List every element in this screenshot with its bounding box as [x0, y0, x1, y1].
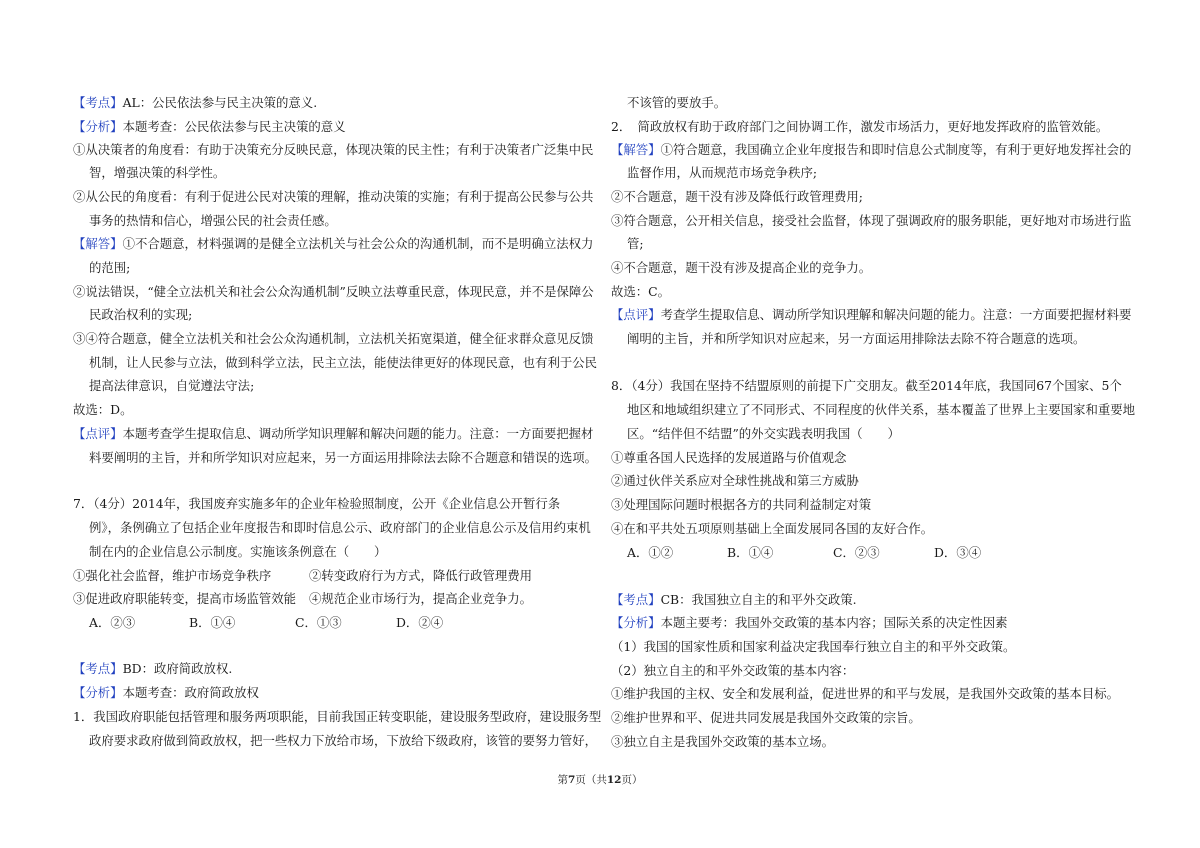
choice-b: B．①④ — [189, 615, 236, 630]
question-7-stem: 7．（4分）2014年，我国废弃实施多年的企业年检验照制度，公开《企业信息公开暂行条 — [73, 496, 561, 511]
answer-line: 的范围; — [89, 260, 131, 275]
kaodian-tag: 【考点】 — [611, 592, 661, 607]
question-7-option: ③促进政府职能转变，提高市场监管效能 — [73, 591, 297, 606]
question-8-option: ④在和平共处五项原则基础上全面发展同各国的友好合作。 — [611, 521, 934, 536]
jieda-text: ①符合题意，我国确立企业年度报告和即时信息公式制度等，有利于更好地发挥社会的 — [660, 142, 1132, 157]
fenxi-line — [73, 119, 346, 135]
fenxi-line — [611, 615, 1008, 631]
analysis-line: 政府要求政府做到简政放权，把一些权力下放给市场，下放给下级政府，该管的要努力管好， — [89, 733, 598, 748]
analysis-line: 1．我国政府职能包括管理和服务两项职能，目前我国正转变职能，建设服务型政府，建设服务型 — [73, 709, 602, 724]
answer-line: ④不合题意，题干没有涉及提高企业的竞争力。 — [611, 260, 872, 275]
page-number: 7 — [568, 774, 576, 786]
jieda-line — [73, 236, 593, 252]
answer-line: 机制，让人民参与立法，做到科学立法，民主立法，能使法律更好的体现民意，也有利于公民 — [89, 355, 598, 370]
answer-line: ③符合题意，公开相关信息，接受社会监督，体现了强调政府的服务职能，更好地对市场进行监 — [611, 213, 1132, 228]
analysis-line: ①从决策者的角度看：有助于决策充分反映民意，体现决策的民主性；有利于决策者广泛集中民 — [73, 142, 594, 157]
analysis-line: 不该管的要放手。 — [627, 95, 727, 110]
page-footer — [0, 772, 1200, 787]
choice-c: C．②③ — [833, 545, 880, 560]
footer-text: 页） — [621, 774, 643, 786]
answer-line: ②不合题意，题干没有涉及降低行政管理费用; — [611, 189, 863, 204]
question-7-option: ④规范企业市场行为，提高企业竞争力。 — [309, 591, 533, 606]
question-8-stem: 地区和地域组织建立了不同形式、不同程度的伙伴关系，基本覆盖了世界上主要国家和重要地 — [627, 402, 1136, 417]
analysis-line: 智，增强决策的科学性。 — [89, 165, 226, 180]
answer-line: ③④符合题意，健全立法机关和社会公众沟通机制，立法机关拓宽渠道，健全征求群众意见反馈 — [73, 331, 594, 346]
choice-d: D．③④ — [934, 545, 982, 560]
kaodian-tag: 【考点】 — [73, 95, 123, 110]
question-8-option: ③处理国际问题时根据各方的共同利益制定对策 — [611, 497, 872, 512]
question-7-stem: 制在内的企业信息公示制度。实施该条例意在（ ） — [89, 544, 387, 559]
kaodian-tag: 【考点】 — [73, 661, 123, 676]
kaodian-text: AL：公民依法参与民主决策的意义. — [122, 95, 318, 110]
choice-a: A．②③ — [89, 615, 136, 630]
choice-b: B．①④ — [727, 545, 774, 560]
dianping-tag: 【点评】 — [611, 307, 661, 322]
kaodian-line — [73, 95, 317, 111]
fenxi-line — [73, 685, 259, 701]
jieda-tag: 【解答】 — [73, 236, 123, 251]
question-8-stem: 8．（4分）我国在坚持不结盟原则的前提下广交朋友。截至2014年底，我国同67个国家、5个 — [611, 378, 1122, 393]
fenxi-tag: 【分析】 — [611, 615, 661, 630]
jieda-text: ①不合题意，材料强调的是健全立法机关与社会公众的沟通机制，而不是明确立法权力 — [122, 236, 594, 251]
choice-d: D．②④ — [396, 615, 444, 630]
dianping-text: 考查学生提取信息、调动所学知识理解和解决问题的能力。注意：一方面要把握材料要 — [660, 307, 1132, 322]
analysis-line: （2）独立自主的和平外交政策的基本内容： — [611, 663, 855, 678]
answer-line: 提高法律意识，自觉遵法守法; — [89, 378, 255, 393]
dianping-line — [73, 426, 593, 442]
analysis-line: ②维护世界和平、促进共同发展是我国外交政策的宗旨。 — [611, 710, 921, 725]
question-8-option: ①尊重各国人民选择的发展道路与价值观念 — [611, 450, 847, 465]
comment-line: 阐明的主旨，并和所学知识对应起来，另一方面运用排除法去除不符合题意的选项。 — [627, 331, 1086, 346]
kaodian-line — [73, 661, 232, 677]
question-8-option: ②通过伙伴关系应对全球性挑战和第三方威胁 — [611, 473, 859, 488]
kaodian-text: CB：我国独立自主的和平外交政策. — [660, 592, 857, 607]
comment-line: 料要阐明的主旨，并和所学知识对应起来，另一方面运用排除法去除不合题意和错误的选项。 — [89, 450, 598, 465]
fenxi-text: 本题主要考：我国外交政策的基本内容；国际关系的决定性因素 — [660, 615, 1008, 630]
fenxi-tag: 【分析】 — [73, 685, 123, 700]
question-7-stem: 例》，条例确立了包括企业年度报告和即时信息公示、政府部门的企业信息公示及信用约束机 — [89, 520, 591, 535]
fenxi-tag: 【分析】 — [73, 119, 123, 134]
answer-line: 民政治权利的实现; — [89, 307, 193, 322]
kaodian-text: BD：政府简政放权. — [122, 661, 233, 676]
answer-line: ②说法错误，“健全立法机关和社会公众沟通机制”反映立法尊重民意，体现民意，并不是保障公 — [73, 284, 594, 299]
kaodian-line — [611, 592, 857, 608]
answer-line: 监督作用，从而规范市场竞争秩序; — [627, 165, 818, 180]
analysis-line: 事务的热情和信心，增强公民的社会责任感。 — [89, 213, 337, 228]
jieda-line — [611, 142, 1131, 158]
total-pages: 12 — [606, 774, 622, 786]
choice-result: 故选：D。 — [73, 402, 133, 417]
choice-a: A．①② — [627, 545, 674, 560]
question-8-stem: 区。“结伴但不结盟”的外交实践表明我国（ ） — [627, 426, 900, 441]
dianping-tag: 【点评】 — [73, 426, 123, 441]
choice-c: C．①③ — [295, 615, 342, 630]
analysis-line: ②从公民的角度看：有利于促进公民对决策的理解，推动决策的实施；有利于提高公民参与公共 — [73, 189, 594, 204]
dianping-line — [611, 307, 1131, 323]
analysis-line: ①维护我国的主权、安全和发展利益，促进世界的和平与发展，是我国外交政策的基本目标。 — [611, 686, 1120, 701]
fenxi-text: 本题考查：公民依法参与民主决策的意义 — [122, 119, 346, 134]
footer-text: 第 — [557, 774, 569, 786]
dianping-text: 本题考查学生提取信息、调动所学知识理解和解决问题的能力。注意：一方面要把握材 — [122, 426, 594, 441]
analysis-line: 2． 简政放权有助于政府部门之间协调工作，激发市场活力，更好地发挥政府的监管效能。 — [611, 119, 1109, 134]
jieda-tag: 【解答】 — [611, 142, 661, 157]
fenxi-text: 本题考查：政府简政放权 — [122, 685, 259, 700]
footer-text: 页（共 — [575, 774, 607, 786]
answer-line: 管; — [627, 236, 644, 251]
question-7-option: ②转变政府行为方式，降低行政管理费用 — [309, 568, 533, 583]
choice-result: 故选：C。 — [611, 284, 671, 299]
analysis-line: ③独立自主是我国外交政策的基本立场。 — [611, 734, 835, 749]
question-7-option: ①强化社会监督，维护市场竞争秩序 — [73, 568, 272, 583]
analysis-line: （1）我国的国家性质和国家利益决定我国奉行独立自主的和平外交政策。 — [611, 639, 1016, 654]
